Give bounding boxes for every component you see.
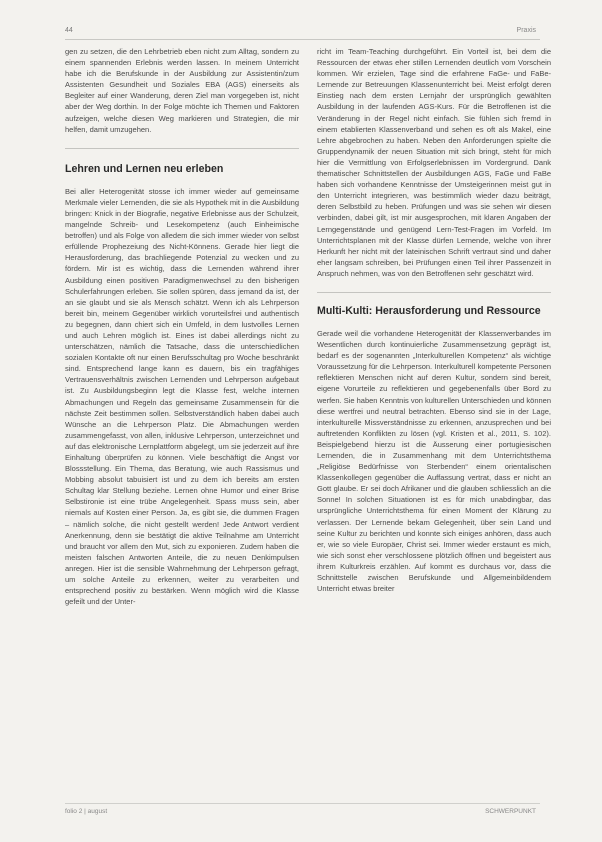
page-number: 44 <box>65 27 73 34</box>
footer-right: SCHWERPUNKT <box>485 808 536 815</box>
intro-paragraph: gen zu setzen, die den Lehrbetrieb eben nicht zum Alltag, sondern zu einem spannenden Erlebnis werden lassen. In meinem Unterricht habe ich die Berufskunde in der Ausbildung zur Assistentin/zum Assistenten Gesundheit und Soziales EBA (AGS) einerseits als Begleiter auf einer Wanderung, deren Ziel man vorgegeben ist, nicht aber der Weg dorthin. In der Folge möchte ich Themen und Faktoren aufzeigen, welche diesen Weg markieren und Strategien, die mir helfen, damit umzugehen. <box>65 47 299 134</box>
running-head: Praxis <box>516 27 536 34</box>
left-column <box>65 46 299 607</box>
top-rule <box>65 39 540 40</box>
continuation-paragraph: richt im Team-Teaching durchgeführt. Ein Vorteil ist, bei dem die Ressourcen der etwas eher stillen Lernenden deutlich vom Vorschein kommen. Wir erzielen, Tage sind die erfahrene FaGe- und FaBe-Lernende zur Betreuungen Klassenunterricht bei. Meist erfolgt deren Einstieg nach dem ersten Lernjahr der ursprünglich gewählten Ausbildung in der laufenden AGS-Kurs. Für die Betroffenen ist die Veränderung in der Regel nicht einfach. Sie fühlen sich fremd in einem etablierten Klassenverband und sehen es oft als Makel, eine Lehre abgebrochen zu haben. Neben den Anforderungen spielte die Gruppendynamik der neuen Situation mit sich bringt, steht für mich hier die Vermittlung von Erfolgserlebnissen im Vordergrund. Dank thematischer Schnittstellen der Ausbildungen AGS, FaGe und FaBe haben sich vorhandene Kenntnisse der Umsteigerinnen meist gut in den Unterricht integrieren, was bestimmlich wieder dazu beiträgt, deren Selbstbild zu heben. Prüfungen und was sie sehen wir diesen verbinden, dabei gilt, ist mir ausgesprochen, mit klaren Angaben der Lerngegenstände und genügend Lern-Test-Fragen im Vorfeld. Im Unterrichtsplanen mit der Klasse dürfen Lernende, welche von ihrer Herkunft her nicht mit der lateinischen Schrift vertraut sind und daher eher langsam schreiben, bei Prüfungen einen Teil ihrer Passenzeit in Anspruch nehmen, was von den Betroffenen sehr geschätzt wird. <box>317 47 551 278</box>
section-heading-lehren: Lehren und Lernen neu erleben <box>65 162 224 175</box>
section-divider <box>317 292 551 293</box>
section-divider <box>65 148 299 149</box>
footer-left: folio 2 | august <box>65 808 108 815</box>
right-column <box>317 46 551 594</box>
bottom-rule <box>65 803 540 804</box>
section-body-lehren: Bei aller Heterogenität stosse ich immer wieder auf gemeinsame Merkmale vieler Lernenden, die sie als Hypothek mit in die Ausbildung bringen: Knick in der Biografie, negative Erlebnisse aus der Schulzeit, mangelnde Schreib- und Lesekompetenz (auch Einheimische betroffen) und als Folge von alledem die sich immer wieder von selbst erfüllende Prophezeiung des Nicht-Könnens. Gerade hier liegt die Herausforderung, das brachliegende Potenzial zu wecken und zu fördern. Mir ist es wichtig, dass die Lernenden während ihrer Ausbildung einen positiven Paradigmenwechsel zu den bisherigen Schulerfahrungen erleben. Sie sollen spüren, dass jemand da ist, der an sie glaubt und sie als Mensch schätzt. Wenn ich als Lehrperson bereit bin, meinem Gegenüber wirklich vorurteilsfrei und authentisch zu begegnen, dann chiert sich ein Umfeld, in dem lustvolles Lernen und auch Lehren möglich ist. Eines ist dabei allerdings nicht zu unterschätzen, nämlich die Tatsache, dass die unterschiedlichen sozialen Kontakte oft nur einen Berufsschultag pro Woche beschränkt sind. Entsprechend lange kann es dauern, bis ein tragfähiges Vertrauensverhältnis zwischen Lernenden und Lehrperson aufgebaut ist. Zu Ausbildungsbeginn legt die Klasse fest, welche internen Abmachungen und Regeln das gemeinsame Zusammensein für die nächste Zeit bestimmen sollen. Selbstverständlich haben dabei auch Wünsche an die Lehrperson Platz. Die Abmachungen werden zusammengefasst, von allen, inklusive Lehrperson, unterzeichnet und auf das elektronische Lernplattform abgelegt, um sie jederzeit auf ihre Einhaltung überprüfen zu können. Viele beschäftigt die Angst vor Blossstellung. Ein Thema, das Beratung, wie auch Rassismus und Mobbing absolut tabuisiert ist und zu dem ich bereits am ersten Schultag klar Stellung beziehe. Lernen ohne Humor und einer Brise Selbstironie ist eine trübe Angelegenheit. Spass muss sein, aber niemals auf Kosten einer Person. Ja, es gibt sie, die dummen Fragen – nämlich solche, die nicht gestellt werden! Jede Antwort verdient Anerkennung, denn sie bestätigt die aktive Teilnahme am Unterricht und braucht vor allem den Mut, sich zu exponieren. Zudem haben die meisten falschen Antworten Anteile, die zu neuen Denkimpulsen anregen. Hier ist die sensible Wahrnehmung der Lehrperson gefragt, um solche Anteile zu erkennen, weiter zu verarbeiten und entsprechend positiv zu bestärken. Wenn möglich wird die Klasse gefeilt und der Unter- <box>65 186 299 607</box>
section-heading-multikulti: Multi-Kulti: Herausforderung und Ressource <box>317 304 541 317</box>
section-body-multikulti: Gerade weil die vorhandene Heterogenität der Klassenverbandes im Wesentlichen durch kontinuierliche Zusammensetzung geprägt ist, bedarf es der sogenannten „Interkulturellen Kompetenz“ als wichtige Voraussetzung für die Lehrperson. Interkulturell kompetente Personen reflektieren Menschen nicht auf deren Kultur, sondern sind bereit, eigene Vorurteile zu reflektieren und gegebenenfalls über Bord zu werfen. Sie haben Kenntnis von kulturellen Unterschieden und können diese wertfrei und neutral betrachten. Ebenso sind sie in der Lage, interkulturelle Missverständnisse zu erkennen, anzusprechen und bei auftretenden Konflikten zu lösen (vgl. Kristen et al., 2011, S. 102). Beispielgebend hierzu ist die Äusserung einer portugiesischen Lernenden, die in Zusammenhang mit dem Unterrichtsthema „Religiöse Bedürfnisse von Sterbenden“ einem orientalischen Klassenkollegen gegenüber die Auffassung vertrat, dass er nicht an Gott glaube. Er sei doch Afrikaner und die glauben schliesslich an die Sonne! In solchen Situationen ist es für mich unabdingbar, das ursprüngliche Unterrichtsthema für einen Moment der Klärung zu verlassen. Der Lernende bekam Gelegenheit, über sein Land und seine Kultur zu berichten und konnte sich einiges anhören, dass auch er, wie so viele Europäer, Christ sei. Immer wieder erstaunt es mich, wie sich sonst eher verschlossene plötzlich öffnen und begeistert aus ihrem Kulturkreis erzählen. Auf kommt es durchaus vor, dass die Schnittstelle zwischen Berufskunde und Allgemeinbildendem Unterricht etwas breiter <box>317 328 551 594</box>
